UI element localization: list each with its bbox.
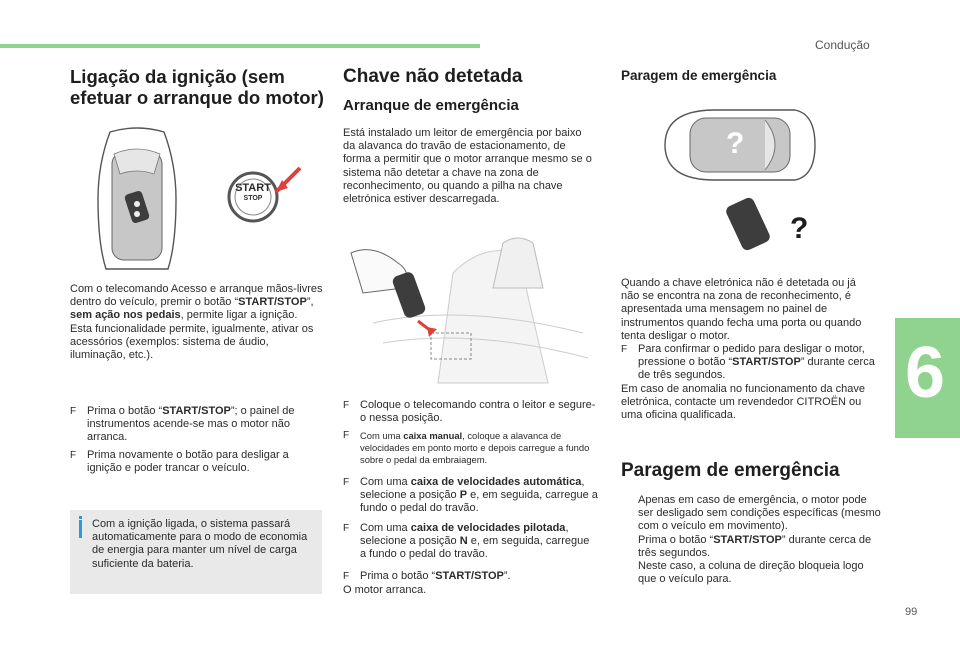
step-marker-icon: F bbox=[343, 523, 350, 534]
emergency-step-manual: F Com uma caixa manual, coloque a alavanca de velocidades em ponto morto e depois carregue a fundo sobre o pedal da embraiagem. bbox=[343, 430, 590, 465]
car-top-view-illustration bbox=[92, 124, 182, 274]
step-marker-icon: F bbox=[70, 406, 77, 417]
ignition-heading: Ligação da ignição (sem efetuar o arranque do motor) bbox=[70, 66, 324, 108]
info-icon bbox=[79, 516, 82, 519]
car-question-mark: ? bbox=[726, 127, 745, 160]
engine-starts-text: O motor arranca. bbox=[343, 584, 427, 596]
step-marker-icon: F bbox=[70, 450, 77, 461]
step-marker-icon: F bbox=[343, 430, 350, 441]
key-not-detected-heading: Chave não detetada bbox=[343, 66, 523, 87]
emergency-stop-text: Apenas em caso de emergência, o motor pode ser desligado sem condições específicas (mesmo com o veículo em movimento). Prima o botão “START/STOP” durante cerca de três segundos. Neste caso, a coluna de direção bloqueia logo que o veículo para. bbox=[638, 494, 881, 586]
page-number: 99 bbox=[905, 606, 918, 618]
emergency-step-automatic: F Com uma caixa de velocidades automática, selecione a posição P e, em seguida, carregue a fundo o pedal do travão. bbox=[343, 476, 598, 515]
key-fob-icon bbox=[724, 196, 771, 252]
stop-label: STOP bbox=[243, 195, 263, 202]
emergency-start-heading: Arranque de emergência bbox=[343, 97, 519, 114]
step-marker-icon: F bbox=[343, 400, 350, 411]
ignition-step-1: F Prima o botão “START/STOP”; o painel de instrumentos acende-se mas o motor não arranca. bbox=[70, 405, 295, 444]
header-accent-bar bbox=[0, 44, 480, 48]
step-marker-icon: F bbox=[621, 344, 628, 356]
emergency-step-1: F Coloque o telecomando contra o leitor e segure-o nessa posição. bbox=[343, 399, 596, 425]
key-question-mark: ? bbox=[790, 212, 809, 245]
emergency-reader-illustration bbox=[343, 233, 598, 388]
section-title: Condução bbox=[815, 38, 870, 52]
key-fob-icon bbox=[391, 271, 427, 320]
chapter-number: 6 bbox=[905, 333, 946, 413]
step-marker-icon: F bbox=[343, 477, 350, 488]
emergency-stop-heading: Paragem de emergência bbox=[621, 68, 777, 83]
key-not-detected-text: Quando a chave eletrónica não é detetada ou já não se encontra na zona de reconhecimento, é apresentada uma mensagem no painel de instrumentos quando fecha uma porta ou quando tenta desligar o motor. F Para confirmar o pedido para desligar o motor, pressione o botão “START/STOP” durante cerca de três segundos. Em caso de anomalia no funcionamento da chave eletrónica, contacte um revendedor CITROËN ou uma oficina qualificada. bbox=[621, 277, 875, 422]
emergency-step-piloted: F Com uma caixa de velocidades pilotada, selecione a posição N e, em seguida, carregue a fundo o pedal do travão. bbox=[343, 522, 590, 561]
emergency-step-press: F Prima o botão “START/STOP”. bbox=[343, 570, 511, 582]
info-note: Com a ignição ligada, o sistema passará automaticamente para o modo de economia de energia para manter um nível de carga suficiente da bateria. bbox=[70, 510, 322, 594]
start-label: START bbox=[235, 182, 271, 194]
ignition-step-2: F Prima novamente o botão para desligar a ignição e poder trancar o veículo. bbox=[70, 449, 289, 475]
emergency-stop-heading-2: Paragem de emergência bbox=[621, 460, 840, 481]
step-marker-icon: F bbox=[343, 571, 350, 582]
ignition-intro: Com o telecomando Acesso e arranque mãos-livres dentro do veículo, premir o botão “START/STOP”, sem ação nos pedais, permite ligar a ignição. Esta funcionalidade permite, igualmente, ativar os acessórios (exemplos: sistema de áudio, iluminação, etc.). bbox=[70, 283, 323, 362]
placement-arrow-icon bbox=[427, 327, 437, 337]
emergency-start-intro: Está instalado um leitor de emergência por baixo da alavanca do travão de estacionamento, de forma a permitir que o motor arranque mesmo se o sistema não detetar a chave na zona de reconhecimento, ou quando a pilha na chave eletrónica estiver descarregada. bbox=[343, 127, 592, 206]
